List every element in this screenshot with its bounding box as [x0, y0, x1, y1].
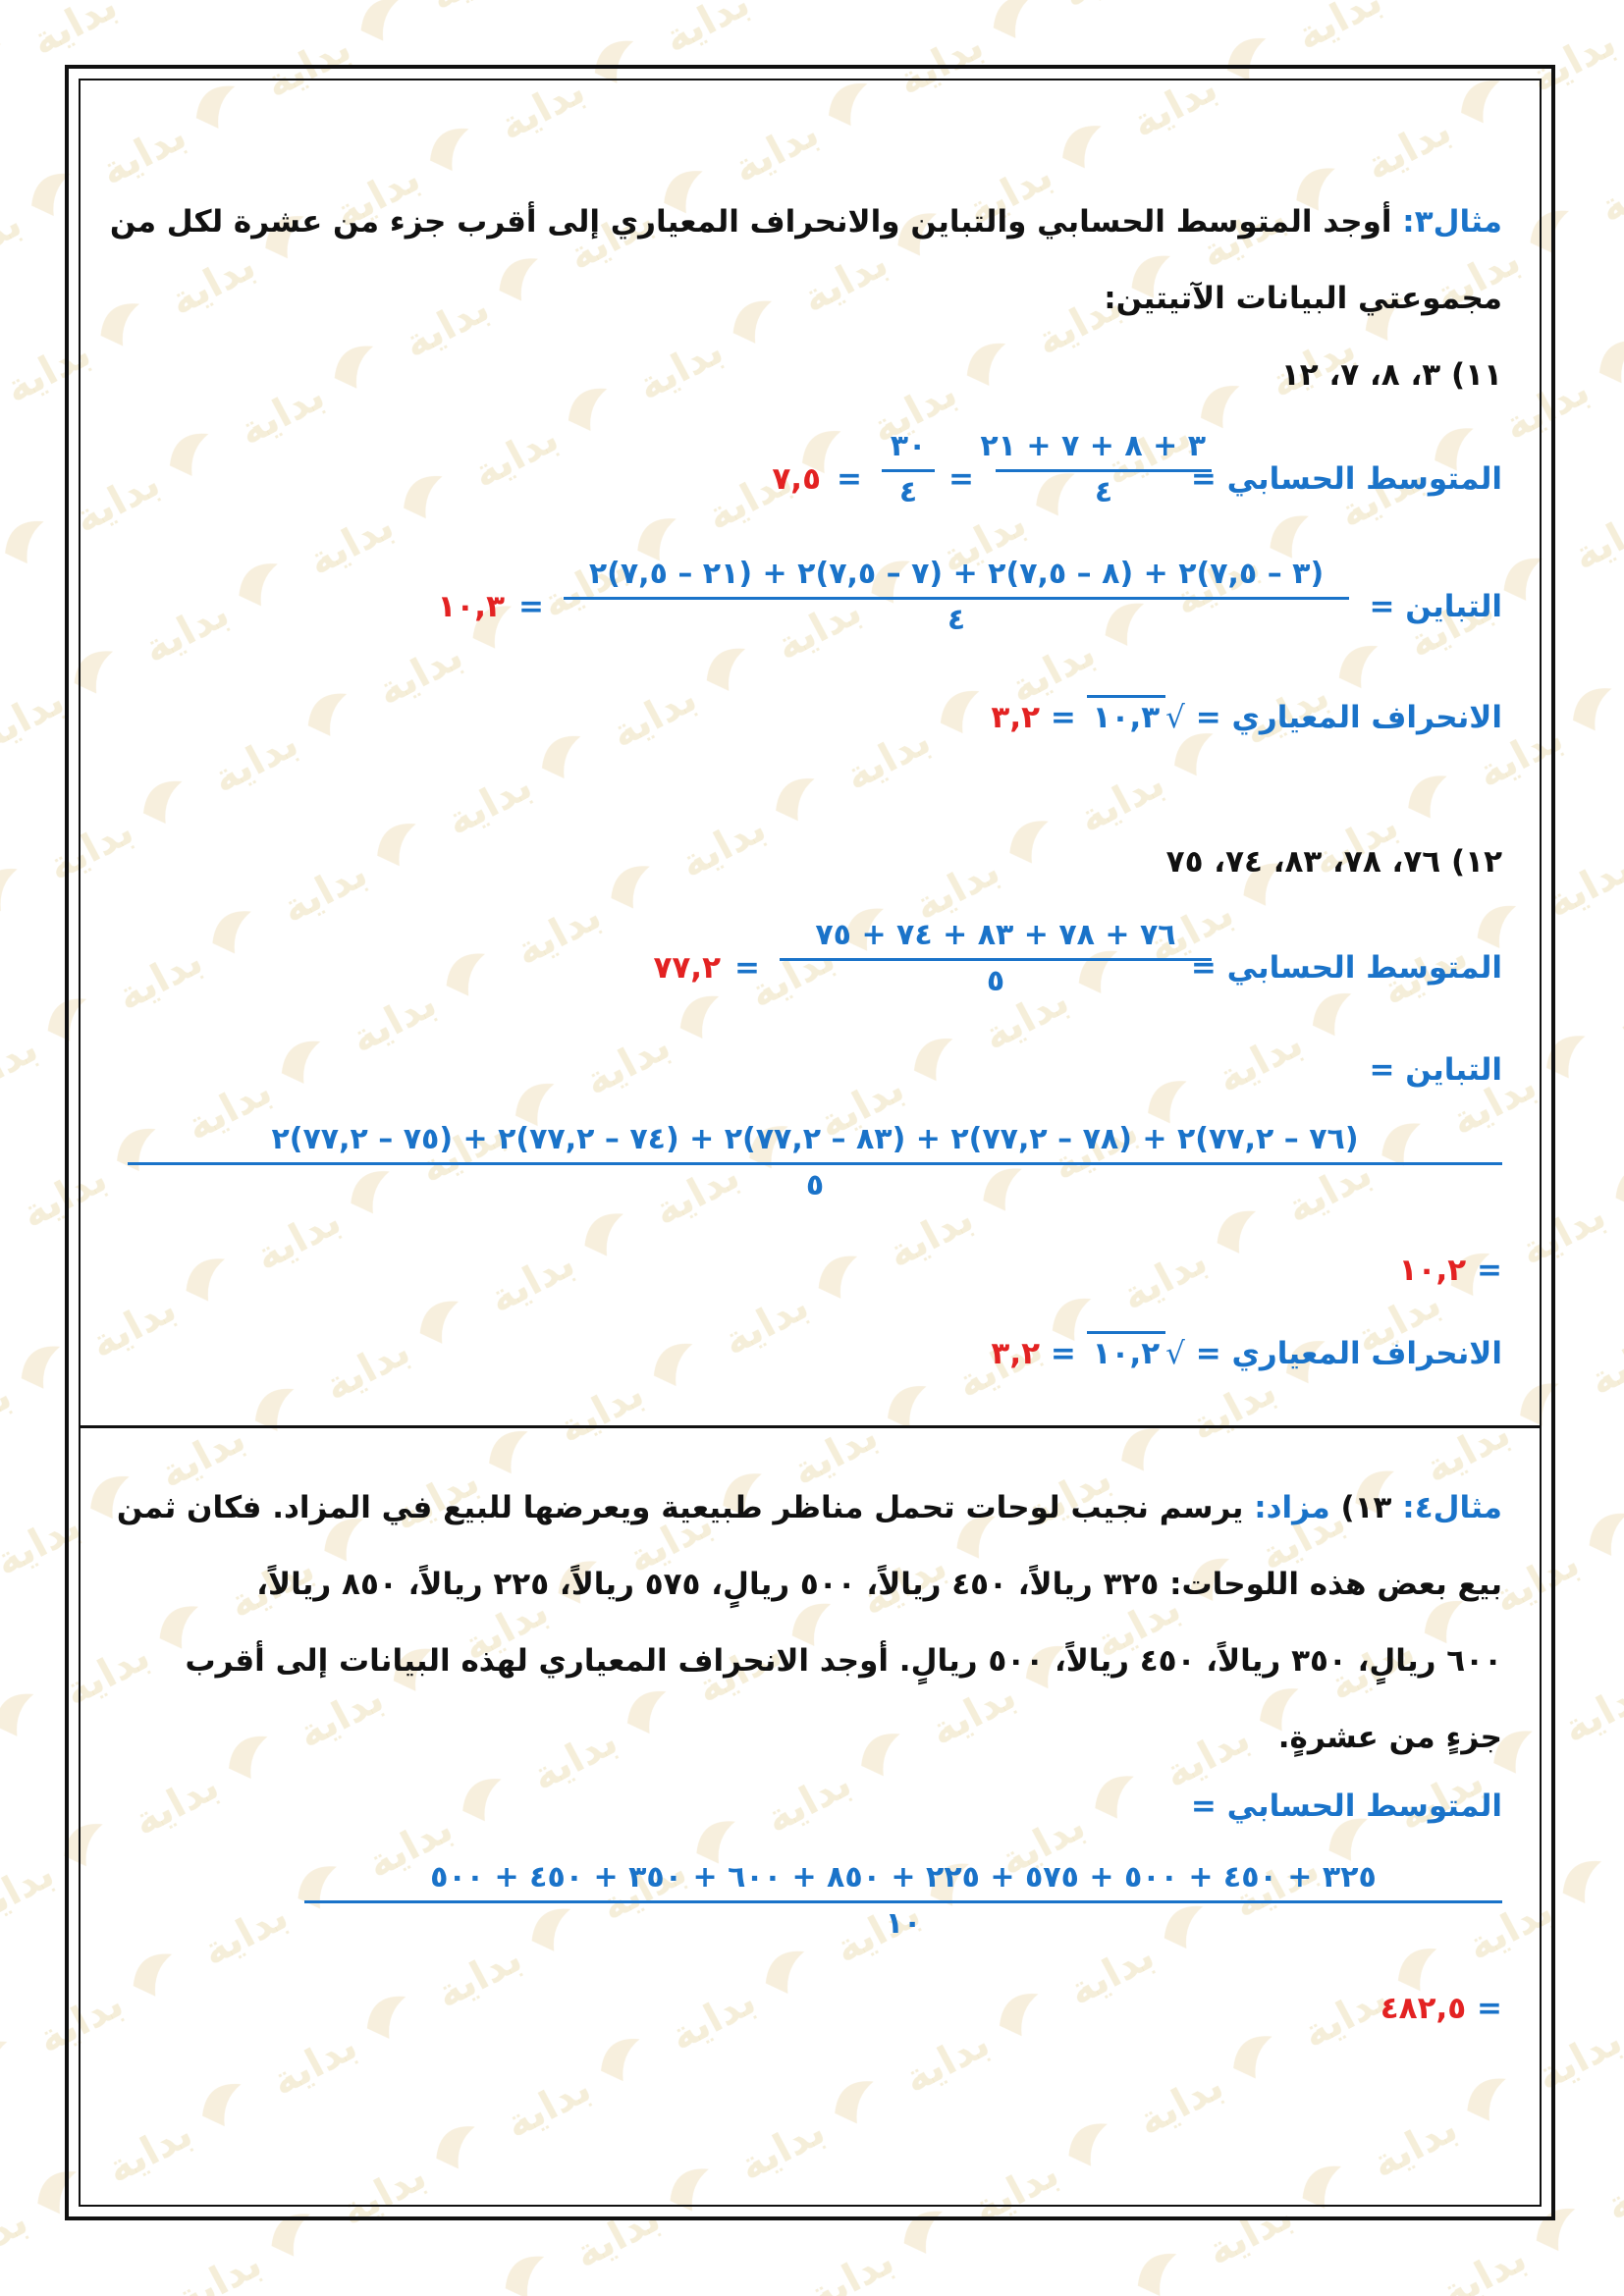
part12-sd-radicand: ١٠,٢: [1087, 1331, 1166, 1373]
part11-mean-result: ٧,٥: [772, 461, 821, 497]
example4-mean-fraction: [304, 1859, 1502, 1943]
part12-variance-denominator: ٥: [805, 1168, 825, 1202]
part11-mean-denominator2: ٤: [898, 475, 918, 509]
example4-text-line4: جزءٍ من عشرةٍ.: [1277, 1720, 1502, 1755]
part11-variance-label: التباين =: [1369, 589, 1502, 624]
example4-mean-label: المتوسط الحسابي =: [1190, 1789, 1502, 1824]
example3-text-line1: أوجد المتوسط الحسابي والتباين والانحراف المعياري إلى أقرب جزء من عشرة لكل من: [109, 204, 1392, 240]
part11-mean-numerator2: ٣٠: [882, 428, 935, 472]
example4-text-line3: ٦٠٠ ريالٍ، ٣٥٠ ريالاً، ٤٥٠ ريالاً، ٥٠٠ ريالٍ. أوجد الانحراف المعياري لهذه البيانات إلى أقرب: [185, 1643, 1502, 1679]
part11-header: ١١) ٣، ٨، ٧، ١٢: [1280, 357, 1502, 393]
example4-text-line1: يرسم نجيب لوحات تحمل مناظر طبيعية ويعرضها للبيع في المزاد. فكان ثمن: [116, 1490, 1244, 1525]
part12-sd-row: [991, 1331, 1502, 1373]
part11-mean-label: المتوسط الحسابي =: [1190, 461, 1502, 497]
part12-mean-fraction: [780, 917, 1212, 1000]
part12-sd-label: الانحراف المعياري =: [1195, 1336, 1502, 1371]
example4-label: مثال٤:: [1402, 1490, 1502, 1525]
part11-mean-numerator: ٣ + ٨ + ٧ + ٢١: [996, 428, 1212, 472]
square-root-icon: √: [1165, 700, 1185, 735]
part12-variance-numerator: (٧٦ – ٧٧,٢)٢ + (٧٨ – ٧٧,٢)٢ + (٨٣ – ٧٧,٢)٢ + (٧٤ – ٧٧,٢)٢ + (٧٥ – ٧٧,٢)٢: [128, 1121, 1502, 1165]
example4-mean-result: ٤٨٢,٥: [1380, 1991, 1467, 2026]
part11-sd-eq: =: [1050, 700, 1076, 735]
part12-variance-label: التباين =: [1369, 1052, 1502, 1088]
part12-mean-label: المتوسط الحسابي =: [1190, 950, 1502, 986]
example3-label: مثال٣:: [1402, 204, 1502, 240]
part11-mean-fraction: [980, 428, 1212, 511]
example4-mean-eq: =: [1477, 1991, 1502, 2026]
example4-number: ١٣): [1340, 1490, 1392, 1525]
part11-mean-fraction2: [882, 428, 935, 511]
part12-mean-result: ٧٧,٢: [653, 950, 721, 986]
example4-mean-denominator: ١٠: [885, 1906, 922, 1941]
part11-variance-result: ١٠,٣: [437, 589, 505, 624]
part11-variance-denominator: ٤: [947, 603, 966, 637]
part11-sd-result: ٣,٢: [991, 700, 1041, 735]
part11-variance-eq: =: [518, 589, 544, 624]
example4-mean-result-row: [1380, 1989, 1502, 2028]
part11-variance-fraction: [564, 556, 1349, 639]
example4-mean-numerator: ٣٢٥ + ٤٥٠ + ٥٠٠ + ٥٧٥ + ٢٢٥ + ٨٥٠ + ٦٠٠ + ٣٥٠ + ٤٥٠ + ٥٠٠: [304, 1859, 1502, 1903]
part11-sd-label: الانحراف المعياري =: [1195, 700, 1502, 735]
part12-variance-eq: =: [1477, 1253, 1502, 1288]
example3-text-line2: مجموعتي البيانات الآتيتين:: [1104, 281, 1502, 316]
part12-variance-fraction: [128, 1121, 1502, 1204]
part12-header: ١٢) ٧٦، ٧٨، ٨٣، ٧٤، ٧٥: [1165, 844, 1502, 880]
example4-line1: [117, 1488, 1502, 1527]
part12-variance-result-row: [1399, 1251, 1502, 1290]
part12-mean-numerator: ٧٦ + ٧٨ + ٨٣ + ٧٤ + ٧٥: [780, 917, 1212, 961]
square-root-icon: √: [1165, 1336, 1185, 1371]
part11-sd-radicand: ١٠,٣: [1087, 695, 1166, 737]
part11-variance-numerator: (٣ – ٧,٥)٢ + (٨ – ٧,٥)٢ + (٧ – ٧,٥)٢ + (٢١ – ٧,٥)٢: [564, 556, 1349, 600]
part12-variance-result: ١٠,٢: [1398, 1253, 1467, 1288]
example4-text-line2: بيع بعض هذه اللوحات: ٣٢٥ ريالاً، ٤٥٠ ريالاً، ٥٠٠ ريالٍ، ٥٧٥ ريالاً، ٢٢٥ ريالاً، ٨٥٠ ريالاً،: [256, 1567, 1502, 1602]
example4-topic: مزاد:: [1254, 1490, 1330, 1525]
example3-intro: [110, 202, 1502, 241]
part12-mean-eq: =: [734, 950, 760, 986]
part12-sd-result: ٣,٢: [991, 1336, 1041, 1371]
part12-mean-denominator: ٥: [986, 964, 1005, 998]
part11-mean-eq2: =: [837, 461, 862, 497]
part11-sd-row: [991, 695, 1502, 737]
part12-sd-eq: =: [1050, 1336, 1076, 1371]
part11-mean-eq1: =: [948, 461, 974, 497]
section-divider: [79, 1425, 1542, 1428]
part11-mean-denominator: ٤: [1094, 475, 1113, 509]
